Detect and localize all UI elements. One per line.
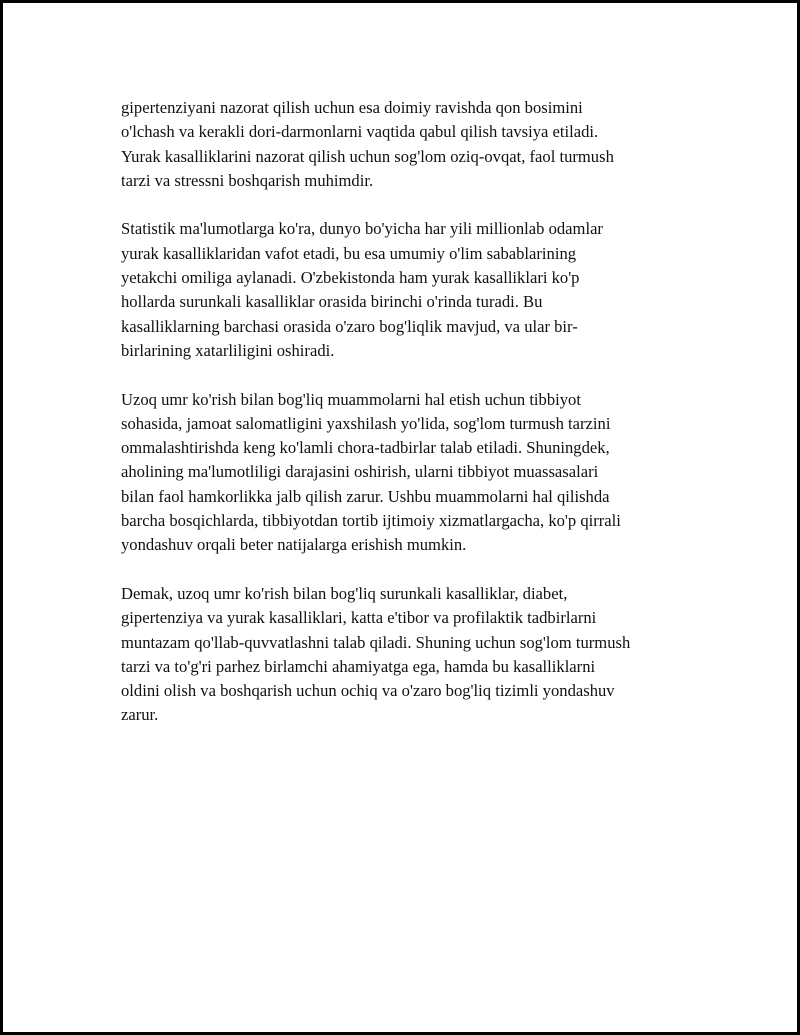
text-line: yondashuv orqali beter natijalarga erishish mumkin. <box>121 535 467 555</box>
text-line: gipertenziyani nazorat qilish uchun esa doimiy ravishda qon bosimini <box>121 98 583 117</box>
paragraph-3 <box>121 388 701 558</box>
text-line: yetakchi omiliga aylanadi. O'zbekistonda ham yurak kasalliklari ko'p <box>121 268 580 288</box>
paragraph-2 <box>121 217 701 363</box>
text-line: Demak, uzoq umr ko'rish bilan bog'liq surunkali kasalliklar, diabet, <box>121 583 568 603</box>
text-line: gipertenziya va yurak kasalliklari, katta e'tibor va profilaktik tadbirlarni <box>121 608 597 628</box>
text-line: Statistik ma'lumotlarga ko'ra, dunyo bo'yicha har yili millionlab odamlar <box>121 219 603 239</box>
text-line: yurak kasalliklaridan vafot etadi, bu esa umumiy o'lim sabablarining <box>121 243 577 263</box>
text-line: kasalliklarning barchasi orasida o'zaro bog'liqlik mavjud, va ular bir- <box>121 316 578 336</box>
text-line: oldini olish va boshqarish uchun ochiq va o'zaro bog'liq tizimli yondashuv <box>121 681 615 701</box>
text-line: zarur. <box>121 705 159 725</box>
text-line: birlarining xatarliligini oshiradi. <box>121 340 335 360</box>
document-body <box>121 96 701 752</box>
paragraph-4 <box>121 582 701 728</box>
text-line: aholining ma'lumotliligi darajasini oshirish, ularni tibbiyot muassasalari <box>121 462 599 482</box>
paragraph-1 <box>121 96 701 193</box>
text-line: Yurak kasalliklarini nazorat qilish uchun sog'lom oziq-ovqat, faol turmush <box>121 146 614 166</box>
text-line: ommalashtirishda keng ko'lamli chora-tadbirlar talab etiladi. Shuningdek, <box>121 438 610 458</box>
text-line: sohasida, jamoat salomatligini yaxshilash yo'lida, sog'lom turmush tarzini <box>121 413 611 433</box>
text-line: o'lchash va kerakli dori-darmonlarni vaqtida qabul qilish tavsiya etiladi. <box>121 122 599 142</box>
text-line: Uzoq umr ko'rish bilan bog'liq muammolarni hal etish uchun tibbiyot <box>121 389 581 409</box>
text-line: muntazam qo'llab-quvvatlashni talab qiladi. Shuning uchun sog'lom turmush <box>121 632 631 652</box>
text-line: tarzi va stressni boshqarish muhimdir. <box>121 170 374 190</box>
text-line: tarzi va to'g'ri parhez birlamchi ahamiyatga ega, hamda bu kasalliklarni <box>121 656 596 676</box>
text-line: bilan faol hamkorlikka jalb qilish zarur. Ushbu muammolarni hal qilishda <box>121 486 610 506</box>
text-line: barcha bosqichlarda, tibbiyotdan tortib ijtimoiy xizmatlargacha, ko'p qirrali <box>121 511 621 531</box>
text-line: hollarda surunkali kasalliklar orasida birinchi o'rinda turadi. Bu <box>121 292 543 312</box>
